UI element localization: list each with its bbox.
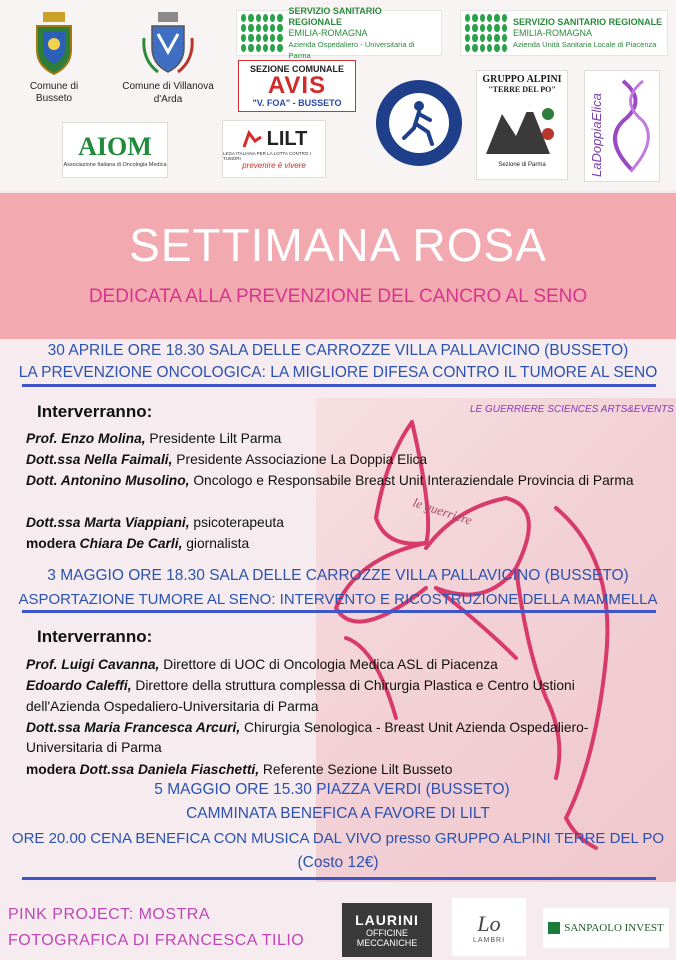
event3-topic: CAMMINATA BENEFICA A FAVORE DI LILT [186, 805, 490, 822]
ssr-dots-icon [465, 14, 507, 52]
ssr-piacenza-line3: Azienda Unità Sanitaria Locale di Piacenza [513, 39, 657, 49]
lambri-name: LAMBRI [472, 936, 506, 944]
aiom-name: AIOM [78, 132, 152, 161]
pubblica-assistenza-logo [374, 78, 464, 168]
la-doppia-elica-logo [584, 70, 660, 182]
event2-topic: ASPORTAZIONE TUMORE AL SENO: INTERVENTO E RICOSTRUZIONE DELLA MAMMELLA [18, 591, 658, 608]
aiom-caption: Associazione Italiana di Oncologia Medica [63, 162, 167, 168]
ssr-dots-icon [241, 14, 283, 52]
ssr-parma-line3: Azienda Ospedaliero - Universitaria di Parma [288, 39, 415, 60]
avis-line2: AVIS [267, 72, 327, 99]
laurini-line2: OFFICINE [366, 928, 408, 938]
laurini-line3: MECCANICHE [356, 938, 418, 948]
alpini-line3: Sezione di Parma [498, 162, 546, 168]
avis-line3: "V. FOA" - BUSSETO [252, 98, 342, 108]
ssr-parma-line1: SERVIZIO SANITARIO REGIONALE [288, 5, 382, 27]
page-subtitle: DEDICATA ALLA PREVENZIONE DEL CANCRO AL SENO [88, 286, 588, 307]
speaker-role: Oncologo e Responsabile Breast Unit Interaziendale Provincia di Parma [189, 473, 634, 488]
speaker-name: Dott.ssa Nella Faimali, [26, 452, 173, 467]
villanova-caption-1: Comune di Villanova [122, 81, 214, 92]
alpini-emblem-icon [482, 94, 562, 162]
gruppo-alpini-logo [476, 70, 568, 180]
ssr-piacenza-logo [460, 10, 668, 56]
speaker-role: giornalista [182, 536, 250, 551]
sanpaolo-mark-icon [548, 922, 560, 934]
pink-project-line2: FOTOGRAFICA DI FRANCESCA TILIO [8, 932, 305, 949]
dna-helix-icon [613, 76, 653, 176]
event3-dinner: ORE 20.00 CENA BENEFICA CON MUSICA DAL VIVO presso GRUPPO ALPINI TERRE DEL PO [11, 830, 665, 847]
alpini-line1: GRUPPO ALPINI [482, 74, 562, 85]
speaker-name: Prof. Enzo Molina, [26, 431, 146, 446]
event1-speaker-1 [26, 429, 656, 449]
speaker-role: Chirurgia Senologica - Breast Unit Azienda Ospedaliero-Universitaria di Parma [26, 720, 589, 755]
busseto-logo [14, 8, 94, 105]
avis-line1: SEZIONE COMUNALE [249, 64, 344, 74]
event2-moderator [26, 760, 656, 780]
photo-credit: LE GUERRIERE SCIENCES ARTS&EVENTS [470, 404, 674, 415]
runner-badge-icon [374, 78, 464, 168]
speaker-role: Direttore di UOC di Oncologia Medica ASL di Piacenza [159, 657, 498, 672]
event1-speaker-2 [26, 450, 656, 470]
speaker-name: Dott.ssa Daniela Fiaschetti, [79, 762, 260, 777]
speaker-name: Edoardo Caleffi, [26, 678, 132, 693]
ssr-parma-logo [236, 5, 442, 60]
event1-speaker-3 [26, 471, 646, 491]
busseto-crest-icon [29, 8, 79, 78]
pink-project-line1: PINK PROJECT: MOSTRA [8, 906, 211, 923]
lilt-slogan: prevenire è vivere [242, 161, 306, 170]
event1-moderator [26, 534, 656, 554]
speaker-role: Referente Sezione Lilt Busseto [259, 762, 453, 777]
event1-date-line: 30 APRILE ORE 18.30 SALA DELLE CARROZZE VILLA PALLAVICINO (BUSSETO) [47, 342, 629, 359]
speaker-name: Dott. Antonino Musolino, [26, 473, 190, 488]
moderator-prefix: modera [26, 536, 80, 551]
ssr-piacenza-line1: SERVIZIO SANITARIO REGIONALE [513, 16, 663, 27]
ssr-parma-line2: EMILIA-ROMAGNA [288, 27, 368, 38]
event2-speaker-3 [26, 718, 648, 758]
alpini-line2: "TERRE DEL PO" [488, 85, 556, 94]
lilt-logo [222, 120, 326, 178]
villanova-caption-2: d'Arda [153, 94, 183, 105]
speaker-role: Presidente Lilt Parma [145, 431, 282, 446]
page-title: SETTIMANA ROSA [129, 219, 547, 271]
lilt-name: LILT [266, 128, 308, 150]
ssr-piacenza-line2: EMILIA-ROMAGNA [513, 27, 593, 38]
event2-speaker-1 [26, 655, 656, 675]
doppia-elica-text: LaDoppiaElica [589, 93, 604, 177]
sanpaolo-name: SANPAOLO INVEST [564, 922, 664, 934]
sanpaolo-invest-logo [543, 908, 669, 948]
event2-speakers-heading: Interverranno: [37, 627, 153, 646]
lambri-script: Lo [477, 910, 501, 936]
lilt-caption: LEGA ITALIANA PER LA LOTTA CONTRO I TUMORI [223, 151, 311, 161]
speaker-role: Direttore della struttura complessa di Chirurgia Plastica e Centro Ustioni [131, 678, 575, 693]
villanova-crest-icon [138, 8, 198, 78]
event1-speakers-heading: Interverranno: [37, 402, 153, 421]
event2-divider [22, 610, 656, 613]
speaker-name: Chiara De Carli, [79, 536, 183, 551]
speaker-name: Dott.ssa Marta Viappiani, [26, 515, 190, 530]
event2-date-line: 3 MAGGIO ORE 18.30 SALA DELLE CARROZZE VILLA PALLAVICINO (BUSSETO) [47, 567, 629, 584]
villanova-logo [118, 8, 218, 106]
speaker-role: psicoterapeuta [189, 515, 284, 530]
moderator-prefix: modera [26, 762, 80, 777]
event3-date-line: 5 MAGGIO ORE 15.30 PIAZZA VERDI (BUSSETO) [154, 781, 510, 798]
avis-logo [238, 60, 356, 112]
laurini-logo [342, 903, 432, 957]
speaker-name: Dott.ssa Maria Francesca Arcuri, [26, 720, 241, 735]
event2-speaker-2-cont: dell'Azienda Ospedaliero-Universitaria di Parma [26, 699, 319, 714]
drawing-signature-text: le guerriere [411, 494, 474, 528]
aiom-logo [62, 122, 168, 178]
lilt-mark-icon [241, 129, 263, 151]
laurini-line1: LAURINI [355, 912, 419, 928]
event1-divider [22, 384, 656, 387]
event1-speaker-4 [26, 513, 656, 533]
event2-speaker-2 [26, 676, 656, 696]
busseto-caption: Comune di Busseto [29, 81, 79, 104]
event3-divider [22, 877, 656, 880]
speaker-name: Prof. Luigi Cavanna, [26, 657, 160, 672]
event1-topic: LA PREVENZIONE ONCOLOGICA: LA MIGLIORE DIFESA CONTRO IL TUMORE AL SENO [18, 364, 658, 381]
speaker-role: Presidente Associazione La Doppia Elica [172, 452, 428, 467]
event3-cost: (Costo 12€) [297, 854, 379, 871]
lambri-logo [452, 898, 526, 956]
